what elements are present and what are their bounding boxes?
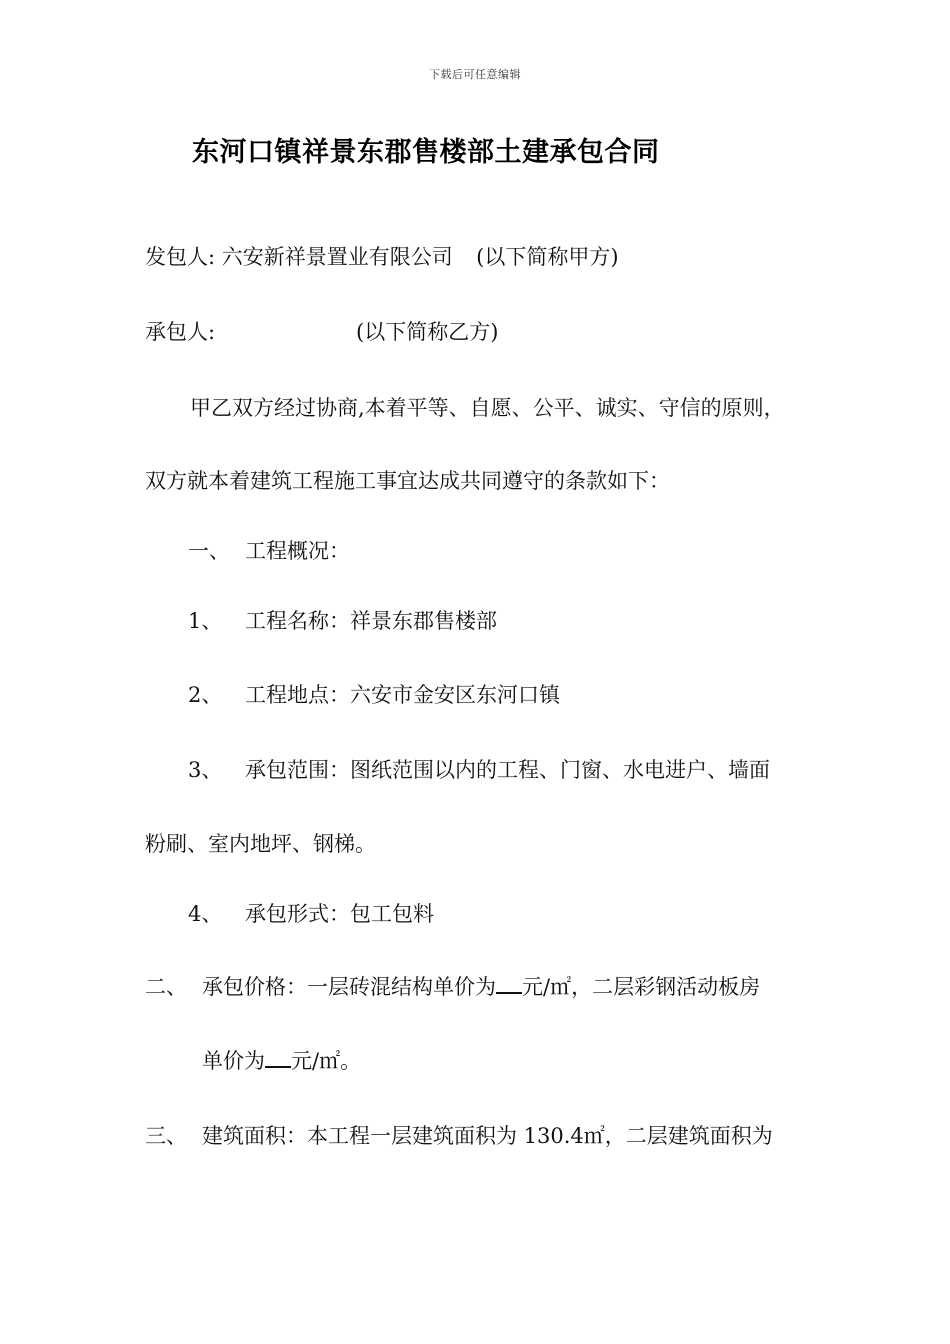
employer-line (145, 242, 619, 272)
item3-text: 承包范围：图纸范围以内的工程、门窗、水电进户、墙面 (245, 758, 770, 782)
section2-cont-a: 单价为 (202, 1049, 265, 1073)
contract-title: 东河口镇祥景东郡售楼部土建承包合同 (192, 137, 660, 168)
price-blank-2[interactable] (265, 1046, 291, 1068)
section3-text: 建筑面积：本工程一层建筑面积为 130.4㎡，二层建筑面积为 (202, 1124, 773, 1148)
employer-alias: (以下简称甲方) (476, 245, 619, 269)
item3-continuation: 粉刷、室内地坪、钢梯。 (145, 832, 376, 856)
intro-line-1: 甲乙双方经过协商,本着平等、自愿、公平、诚实、守信的原则， (190, 396, 785, 420)
contractor-alias-line (356, 317, 498, 347)
employer-label: 发包人: (145, 245, 216, 269)
item2-text: 工程地点：六安市金安区东河口镇 (245, 683, 560, 707)
contractor-label: 承包人: (145, 320, 216, 344)
item4-num: 4、 (188, 902, 223, 926)
item1-num: 1、 (188, 609, 223, 633)
contractor-label-line (145, 317, 215, 347)
section2-continuation (202, 1046, 361, 1076)
section1-heading: 工程概况： (245, 539, 350, 563)
header-note: 下载后可任意编辑 (429, 68, 521, 81)
section3-num: 三、 (145, 1124, 187, 1148)
contractor-alias: (以下简称乙方) (356, 320, 499, 344)
item2-num: 2、 (188, 683, 223, 707)
item1-text: 工程名称：祥景东郡售楼部 (245, 609, 497, 633)
section2-text-b: 元/㎡，二层彩钢活动板房 (522, 975, 761, 999)
section1-num: 一、 (188, 539, 230, 563)
employer-name: 六安新祥景置业有限公司 (221, 245, 453, 269)
section2-cont-b: 元/㎡。 (291, 1049, 362, 1073)
section2-text-a: 承包价格：一层砖混结构单价为 (202, 975, 496, 999)
item4-text: 承包形式：包工包料 (245, 902, 434, 926)
section2-text (202, 972, 760, 1002)
item3-num: 3、 (188, 758, 223, 782)
intro-line-2: 双方就本着建筑工程施工事宜达成共同遵守的条款如下： (145, 469, 670, 493)
section2-num: 二、 (145, 975, 187, 999)
price-blank-1[interactable] (496, 972, 522, 994)
